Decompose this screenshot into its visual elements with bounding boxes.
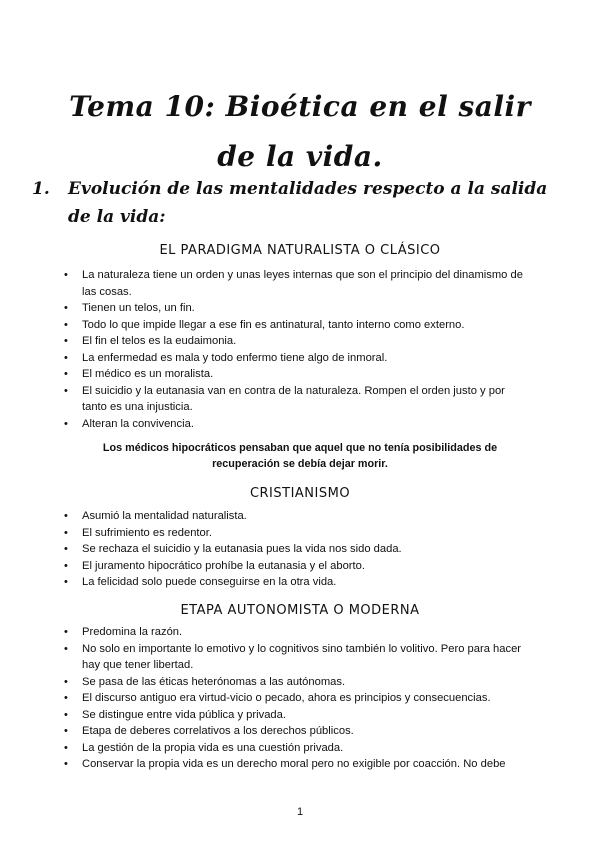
list-item: • Se pasa de las éticas heterónomas a las autónomas. [62, 674, 532, 691]
bullet-icon: • [64, 351, 68, 364]
list-item: • El suicidio y la eutanasia van en contra de la naturaleza. Rompen el orden justo y por tanto es una injusticia. [64, 384, 505, 413]
section-number: 1. [32, 179, 50, 199]
subheading-autonomista: ETAPA AUTONOMISTA O MODERNA [180, 603, 420, 618]
list-item: • La enfermedad es mala y todo enfermo tiene algo de inmoral. [62, 350, 532, 367]
list-naturalista [62, 267, 532, 432]
page-number: 1 [296, 806, 304, 818]
bullet-icon: • [64, 335, 68, 347]
list-item: • La felicidad solo puede conseguirse en la otra vida. [62, 574, 532, 591]
bullet-icon: • [64, 576, 68, 588]
bullet-icon: • [64, 543, 68, 555]
list-item: • El médico es un moralista. [62, 366, 532, 383]
page-title: Tema 10: Bioética en el salir de la vida. [69, 90, 531, 173]
list-item: • El juramento hipocrático prohíbe la eutanasia y el aborto. [62, 558, 532, 575]
bullet-icon: • [64, 417, 68, 430]
bullet-icon: • [64, 510, 68, 522]
bullet-icon: • [64, 269, 68, 281]
list-item: • Asumió la mentalidad naturalista. [62, 508, 532, 525]
list-item: • Tienen un telos, un fin. [62, 300, 532, 317]
bullet-icon: • [64, 368, 68, 380]
note-hipocraticos: Los médicos hipocráticos pensaban que aquel que no tenía posibilidades de recuperación se debía dejar morir. [102, 442, 498, 470]
list-item: • No solo en importante lo emotivo y lo cognitivos sino también lo volitivo. Pero para hacer hay que tener libertad. [64, 642, 522, 671]
list-item: • El sufrimiento es redentor. [62, 525, 532, 542]
bullet-icon: • [64, 675, 68, 688]
list-item: • Etapa de deberes correlativos a los derechos públicos. [62, 723, 532, 740]
bullet-icon: • [64, 526, 68, 539]
section-heading [32, 175, 552, 231]
bullet-icon: • [64, 642, 68, 655]
section-heading-text: Evolución de las mentalidades respecto a la salida de la vida: [68, 179, 548, 227]
list-item: • La naturaleza tiene un orden y unas leyes internas que son el principio del dinamismo de las cosas. [64, 269, 523, 298]
bullet-icon: • [64, 741, 68, 754]
bullet-icon: • [64, 626, 68, 638]
bullet-icon: • [64, 758, 68, 770]
list-item: • Alteran la convivencia. [62, 416, 532, 433]
subheading-naturalista: EL PARADIGMA NATURALISTA O CLÁSICO [159, 243, 441, 258]
list-item: • La gestión de la propia vida es una cuestión privada. [62, 740, 532, 757]
list-item: • Todo lo que impide llegar a ese fin es antinatural, tanto interno como externo. [62, 317, 532, 334]
list-autonomista [62, 624, 532, 773]
bullet-icon: • [64, 318, 68, 331]
bullet-icon: • [64, 708, 68, 721]
bullet-icon: • [64, 559, 68, 572]
list-item: • Predomina la razón. [62, 624, 532, 641]
list-item: • Se rechaza el suicidio y la eutanasia pues la vida nos sido dada. [62, 541, 532, 558]
bullet-icon: • [64, 302, 68, 314]
list-item: • Conservar la propia vida es un derecho moral pero no exigible por coacción. No debe [62, 756, 532, 773]
list-item: • Se distingue entre vida pública y privada. [62, 707, 532, 724]
bullet-icon: • [64, 692, 68, 704]
list-cristianismo [62, 508, 532, 591]
list-item: • El discurso antiguo era virtud-vicio o pecado, ahora es principios y consecuencias. [62, 690, 532, 707]
bullet-icon: • [64, 725, 68, 737]
list-item: • El fin el telos es la eudaimonia. [62, 333, 532, 350]
subheading-cristianismo: CRISTIANISMO [249, 486, 351, 501]
bullet-icon: • [64, 384, 68, 397]
